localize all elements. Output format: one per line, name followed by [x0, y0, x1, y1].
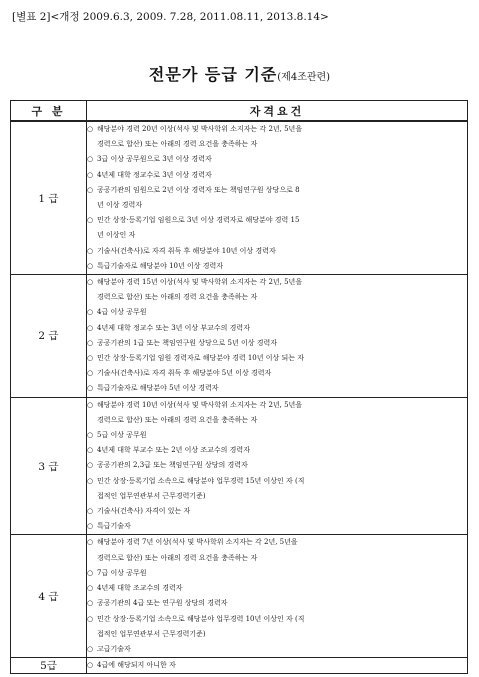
requirement-item	[87, 321, 467, 336]
requirement-item-continuation	[87, 413, 467, 428]
requirement-text: 경력으로 합산) 또는 아래의 경력 요건을 충족하는 자	[97, 140, 258, 149]
requirement-item	[87, 381, 467, 396]
requirement-item	[87, 596, 467, 611]
requirement-item	[87, 275, 467, 290]
bullet-circle-icon: ○	[87, 614, 94, 623]
requirement-item-continuation	[87, 627, 467, 642]
table-header-row	[11, 101, 468, 122]
table-row	[11, 658, 468, 674]
grade-cell: 2 급	[11, 275, 87, 398]
requirement-item-continuation	[87, 551, 467, 566]
requirement-text: 4급에 해당되지 아니한 자	[97, 661, 176, 670]
requirement-text: 4년제 대학 정교수 또는 3년 이상 부교수의 경력자	[97, 323, 250, 332]
bullet-circle-icon: ○	[87, 155, 94, 164]
requirement-item	[87, 443, 467, 458]
requirement-text: 경력으로 합산) 또는 아래의 경력 요건을 충족하는 자	[97, 415, 258, 424]
requirement-text: 민간 상장·등록기업 소속으로 해당분야 업무경력 10년 이상인 자 (직	[97, 614, 305, 623]
revision-note: [별표 2]<개정 2009.6.3, 2009. 7.28, 2011.08.11, 2013.8.14>	[12, 11, 329, 23]
requirement-item	[87, 351, 467, 366]
table-row	[11, 121, 468, 275]
requirement-text: 민간 상장·등록기업 임원으로 3년 이상 경력자로 해당분야 경력 15	[97, 216, 300, 225]
requirements-cell	[87, 658, 468, 674]
bullet-circle-icon: ○	[87, 461, 94, 470]
requirement-item-continuation	[87, 489, 467, 504]
bullet-circle-icon: ○	[87, 216, 94, 225]
requirement-text: 접적인 업무연관부서 근무경력기준)	[97, 491, 206, 500]
table-row	[11, 535, 468, 658]
page-title	[0, 62, 479, 85]
requirement-text: 공공기관의 4급 또는 연구원 상당의 경력자	[97, 599, 228, 608]
requirement-text: 고급기술자	[97, 644, 131, 653]
requirement-item	[87, 504, 467, 519]
requirement-text: 기술사(건축사)로 자격 취득 후 해당분야 5년 이상 경력자	[97, 369, 272, 378]
bullet-circle-icon: ○	[87, 446, 94, 455]
bullet-circle-icon: ○	[87, 246, 94, 255]
bullet-circle-icon: ○	[87, 384, 94, 393]
requirement-item	[87, 259, 467, 274]
bullet-circle-icon: ○	[87, 354, 94, 363]
table-row	[11, 397, 468, 535]
requirement-text: 공공기관의 2,3급 또는 책임연구원 상당의 경력자	[97, 461, 248, 470]
bullet-circle-icon: ○	[87, 170, 94, 179]
requirement-text: 해당분야 경력 15년 이상(석사 및 박사학위 소지자는 각 2년, 5년을	[97, 278, 303, 287]
requirement-text: 기술사(건축사)로 자격 취득 후 해당분야 10년 이상 경력자	[97, 246, 276, 255]
requirement-text: 4년제 대학 부교수 또는 2년 이상 조교수의 경력자	[97, 446, 250, 455]
requirement-text: 해당분야 경력 20년 이상(석사 및 박사학위 소지자는 각 2년, 5년을	[97, 125, 303, 133]
bullet-circle-icon: ○	[87, 431, 94, 440]
requirement-item	[87, 658, 467, 673]
grade-cell: 3 급	[11, 397, 87, 535]
requirement-item-continuation	[87, 198, 467, 213]
requirement-text: 특급기술자	[97, 522, 131, 531]
requirement-text: 4년제 대학 조교수의 경력자	[97, 584, 183, 593]
requirement-text: 민간 상장·등록기업 임원 경력자로 해당분야 경력 10년 이상 되는 자	[97, 354, 304, 363]
requirement-item	[87, 305, 467, 320]
requirement-text: 특급기술자로 해당분야 10년 이상 경력자	[97, 261, 223, 270]
requirement-item	[87, 458, 467, 473]
header-requirements: 자격요건	[87, 101, 468, 122]
requirement-item-continuation	[87, 137, 467, 152]
header-category: 구 분	[11, 101, 87, 122]
requirement-item	[87, 474, 467, 489]
grade-cell: 4 급	[11, 535, 87, 658]
requirement-item	[87, 244, 467, 259]
requirements-cell	[87, 535, 468, 658]
bullet-circle-icon: ○	[87, 369, 94, 378]
requirement-text: 접적인 업무연관부서 근무경력기준)	[97, 629, 206, 638]
requirement-item-continuation	[87, 290, 467, 305]
requirement-text: 공공기관의 임원으로 2년 이상 경력자 또는 책임연구원 상당으로 8	[97, 185, 300, 194]
requirement-item	[87, 581, 467, 596]
requirement-item	[87, 642, 467, 657]
bullet-circle-icon: ○	[87, 476, 94, 485]
bullet-circle-icon: ○	[87, 400, 94, 409]
requirement-text: 민간 상장·등록기업 소속으로 해당분야 업무경력 15년 이상인 자 (직	[97, 476, 305, 485]
requirements-cell	[87, 275, 468, 398]
requirement-text: 년 이상인 자	[97, 231, 136, 240]
requirement-item-continuation	[87, 228, 467, 243]
grade-criteria-table	[10, 100, 468, 674]
bullet-circle-icon: ○	[87, 507, 94, 516]
requirement-item	[87, 612, 467, 627]
requirement-text: 년 이상 경력자	[97, 201, 143, 210]
table-body	[11, 121, 468, 674]
requirement-item	[87, 122, 467, 137]
requirement-text: 공공기관의 1급 또는 책임연구원 상당으로 5년 이상 경력자	[97, 338, 278, 347]
table-row	[11, 275, 468, 398]
requirement-item	[87, 213, 467, 228]
requirement-text: 해당분야 경력 7년 이상(석사 및 박사학위 소지자는 각 2년, 5년을	[97, 538, 298, 547]
title-main: 전문가 등급 기준	[148, 65, 278, 84]
requirement-text: 3급 이상 공무원으로 3년 이상 경력자	[97, 155, 212, 164]
requirement-text: 특급기술자로 해당분야 5년 이상 경력자	[97, 384, 219, 393]
requirement-text: 5급 이상 공무원	[97, 431, 147, 440]
requirement-item	[87, 566, 467, 581]
requirement-text: 7급 이상 공무원	[97, 568, 147, 577]
bullet-circle-icon: ○	[87, 599, 94, 608]
requirement-text: 경력으로 합산) 또는 아래의 경력 요건을 충족하는 자	[97, 553, 258, 562]
bullet-circle-icon: ○	[87, 661, 94, 670]
bullet-circle-icon: ○	[87, 278, 94, 287]
requirement-text: 해당분야 경력 10년 이상(석사 및 박사학위 소지자는 각 2년, 5년을	[97, 400, 303, 409]
requirement-item	[87, 183, 467, 198]
requirement-item	[87, 398, 467, 413]
title-subtitle: (제4조관련)	[277, 72, 331, 83]
requirements-cell	[87, 397, 468, 535]
bullet-circle-icon: ○	[87, 644, 94, 653]
requirement-text: 4년제 대학 정교수로 3년 이상 경력자	[97, 170, 212, 179]
bullet-circle-icon: ○	[87, 261, 94, 270]
requirement-item	[87, 152, 467, 167]
bullet-circle-icon: ○	[87, 338, 94, 347]
bullet-circle-icon: ○	[87, 522, 94, 531]
bullet-circle-icon: ○	[87, 125, 94, 133]
grade-cell: 1 급	[11, 121, 87, 275]
requirement-text: 기술사(건축사) 자격이 있는 자	[97, 507, 191, 516]
bullet-circle-icon: ○	[87, 568, 94, 577]
requirement-item	[87, 366, 467, 381]
requirement-text: 경력으로 합산) 또는 아래의 경력 요건을 충족하는 자	[97, 293, 258, 302]
bullet-circle-icon: ○	[87, 308, 94, 317]
grade-cell: 5급	[11, 658, 87, 674]
requirement-item	[87, 535, 467, 550]
requirement-item	[87, 519, 467, 534]
bullet-circle-icon: ○	[87, 538, 94, 547]
requirements-cell	[87, 121, 468, 275]
requirement-text: 4급 이상 공무원	[97, 308, 147, 317]
bullet-circle-icon: ○	[87, 185, 94, 194]
requirement-item	[87, 428, 467, 443]
requirement-item	[87, 168, 467, 183]
requirement-item	[87, 336, 467, 351]
bullet-circle-icon: ○	[87, 323, 94, 332]
bullet-circle-icon: ○	[87, 584, 94, 593]
